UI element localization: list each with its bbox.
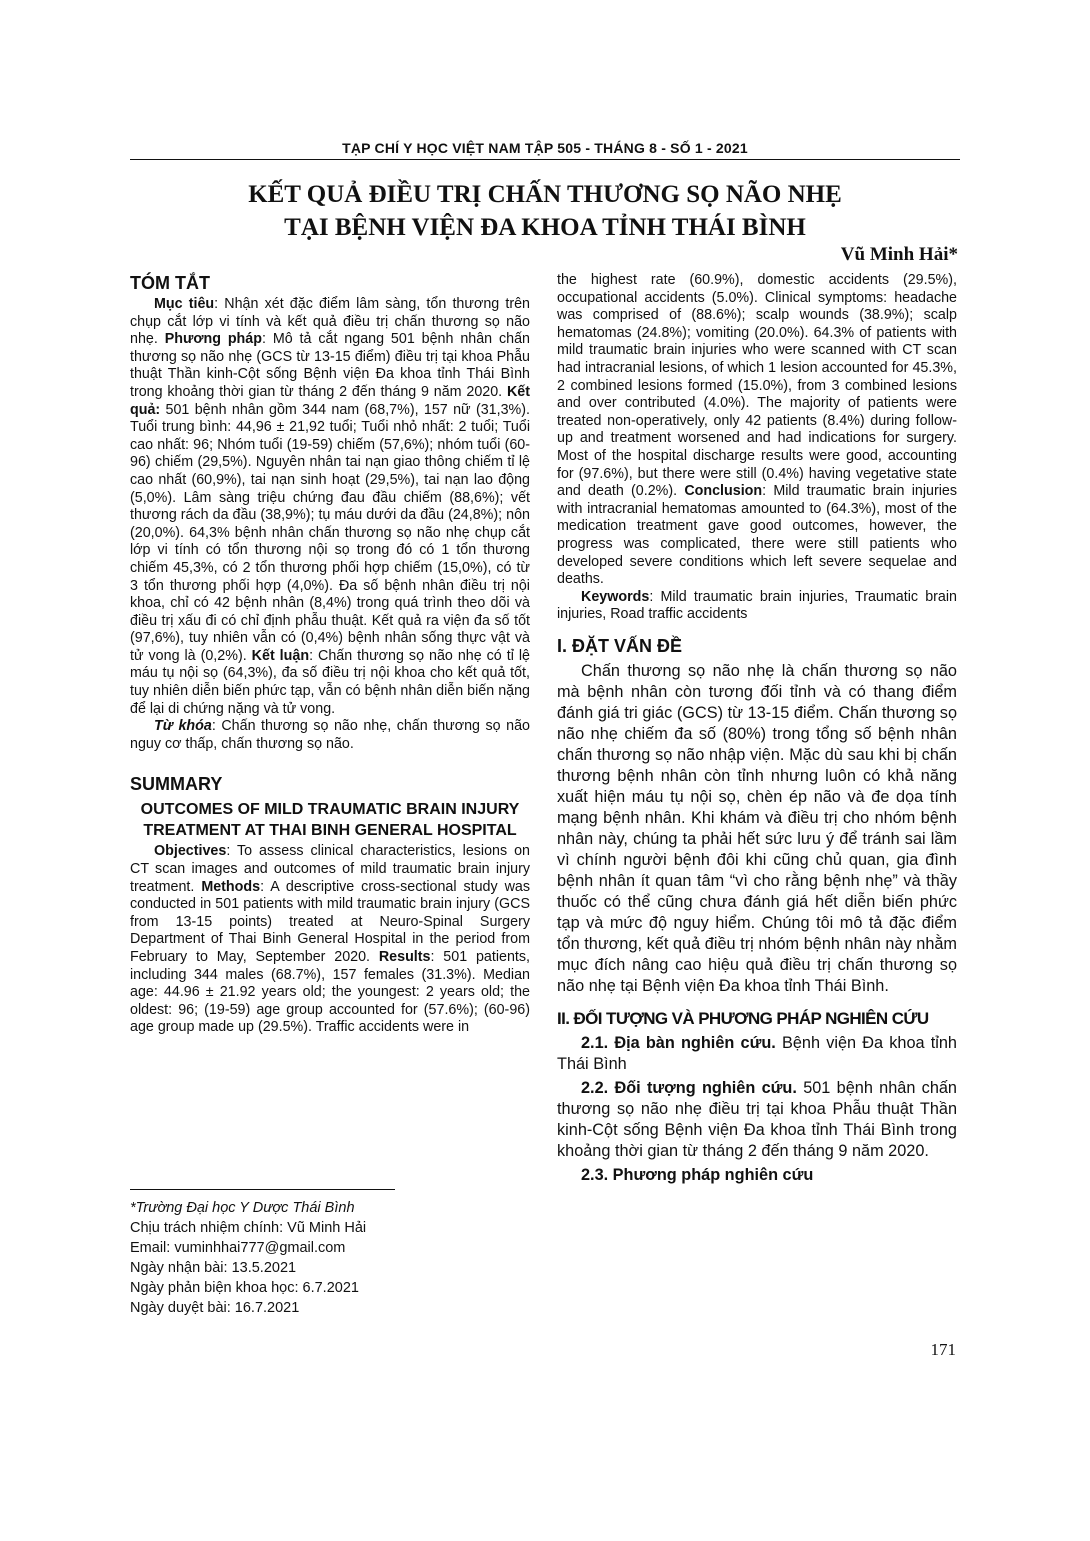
vn-abstract-body — [130, 296, 530, 718]
en-results-text-left: : 501 patients, including 344 males (68.7%), 157 females (31.3%). Median age: 44.96 ± 21.92 years old; the youngest: 2 years old; the oldest: 96; (19-59) age group accounted for (57.6%); (60-96) age group made up (29.5%). Traffic accidents were in — [130, 949, 530, 1036]
objectives-text: : To assess clinical characteristics, lesions on CT scan images and outcomes of mild traumatic brain injury treatment. — [130, 843, 530, 895]
section-2-heading: II. ĐỐI TƯỢNG VÀ PHƯƠNG PHÁP NGHIÊN CỨU — [557, 1008, 929, 1028]
subsection-2-3-label: 2.3. Phương pháp nghiên cứu — [581, 1165, 814, 1184]
results-label: Kết quả: — [130, 383, 530, 418]
keywords-label: Từ khóa — [154, 718, 212, 735]
keywords-text: : Chấn thương sọ não nhẹ, chấn thương sọ não nguy cơ thấp, chấn thương sọ não. — [130, 718, 531, 752]
footnote-received: Ngày nhận bài: 13.5.2021 — [130, 1260, 297, 1276]
page-number: 171 — [930, 1340, 956, 1359]
en-results-text-right: the highest rate (60.9%), domestic accidents (29.5%), occupational accidents (5.0%). Clinical symptoms: headache was comprised of (88.6%); scalp wounds (38.9%); scalp hematomas (24.8%); vomiting (20.0%). 64.3% of patients with mild traumatic brain injuries who were scanned with CT scan had intracranial lesions, of which 1 lesion accounted for 45.3%, 2 combined lesions formed (15.0%), from 3 combined lesions and over contributed (4.0%). The majority of patients were treated non-operatively, only 42 patients (8.4%) during follow-up and treatment worsened and had indications for surgery. Most of the hospital discharge results were good, accounting for (97.6%), but there were still (0.4%) having vegetative state and death (0.2%). — [557, 272, 957, 500]
footnotes — [130, 1198, 530, 1318]
methods-label: Phương pháp — [164, 331, 262, 348]
footnote-affiliation: *Trường Đại học Y Dược Thái Bình — [130, 1200, 355, 1216]
en-keywords-label: Keywords — [581, 588, 650, 605]
conclusion-text: : Chấn thương sọ não nhẹ có tỉ lệ máu tụ nội sọ (64,3%), đa số điều trị nội khoa cho kết quả tốt, tuy nhiên diễn biến phức tạp, vẫn có bệnh nhân diễn biến nặng để lại di chứng nặng và tử vong. — [130, 647, 530, 717]
section-1-paragraph: Chấn thương sọ não nhẹ là chấn thương sọ não mà bệnh nhân còn tương đối tỉnh và có thang điểm đánh giá tri giác (GCS) từ 13-15 điểm. Chấn thương sọ não nhẹ chiếm đa số (80%) trong tổng số bệnh nhân chấn thương sọ não nhập viện. Mặc dù sau khi bị chấn thương bệnh nhân còn tỉnh nhưng luôn có khả năng xuất hiện máu tụ nội sọ, chèn ép não và đe dọa tính mạng bệnh nhân. Khi khám và điều trị cho nhóm bệnh nhân này, chúng ta phải hết sức lưu ý để tránh sai lầm vì chính người bệnh đôi khi cũng chủ quan, gia đình bệnh nhân ít quan tâm “vì cho rằng bệnh nhẹ” và thầy thuốc có thể cũng chưa đánh giá hết diễn biến phức tạp và mức độ nguy hiểm. Chúng tôi mô tả đặc điểm tổn thương, kết quả điều trị nhóm bệnh nhân này nhằm mục đích nâng cao hiệu quả điều trị chấn thương sọ não nhẹ tại Bệnh viện Đa khoa tỉnh Thái Bình. — [557, 661, 957, 995]
title-line-2: TẠI BỆNH VIỆN ĐA KHOA TỈNH THÁI BÌNH — [284, 214, 806, 241]
conclusion-label: Kết luận — [251, 647, 310, 664]
subsection-2-1 — [557, 1033, 957, 1075]
en-abstract-right — [557, 272, 957, 589]
en-methods-text: : A descriptive cross-sectional study was conducted in 501 patients with mild traumatic brain injury (GCS from 13-15 points) treated at Neuro-Spinal Surgery Department of Thai Binh General Hospital in the period from February to May, September 2020. — [130, 878, 530, 965]
subsection-2-2 — [557, 1078, 957, 1162]
objective-text: : Nhận xét đặc điểm lâm sàng, tổn thương trên chụp cắt lớp vi tính và kết quả điều trị chấn thương sọ não nhẹ. — [130, 296, 530, 348]
en-keywords — [557, 589, 957, 624]
subsection-2-1-label: 2.1. Địa bàn nghiên cứu. — [581, 1033, 776, 1052]
en-results-label: Results — [378, 949, 431, 965]
objectives-label: Objectives — [154, 843, 227, 860]
section-1-heading: I. ĐẶT VẤN ĐỀ — [557, 635, 683, 656]
header-rule — [130, 159, 960, 160]
footnote-responsible: Chịu trách nhiệm chính: Vũ Minh Hải — [130, 1220, 367, 1236]
subsection-2-2-text: 501 bệnh nhân chấn thương sọ não nhẹ điều trị tại khoa Phẫu thuật Thần kinh-Cột sống Bệnh viện Đa khoa tỉnh Thái Bình trong khoảng thời gian từ tháng 2 đến tháng 9 năm 2020. — [557, 1078, 957, 1160]
en-keywords-text: : Mild traumatic brain injuries, Traumatic brain injuries, Road traffic accidents — [557, 588, 957, 623]
vn-abstract-heading: TÓM TẮT — [130, 273, 210, 293]
title-line-1: KẾT QUẢ ĐIỀU TRỊ CHẤN THƯƠNG SỌ NÃO NHẸ — [248, 181, 842, 208]
en-abstract-left — [130, 843, 530, 1037]
right-column — [557, 272, 957, 1186]
article-title — [130, 178, 960, 244]
running-header: TẠP CHÍ Y HỌC VIỆT NAM TẬP 505 - THÁNG 8 - SỐ 1 - 2021 — [342, 140, 748, 156]
subsection-2-1-text: Bệnh viện Đa khoa tỉnh Thái Bình — [557, 1033, 957, 1073]
vn-keywords — [130, 718, 530, 753]
en-methods-label: Methods — [201, 878, 261, 895]
en-conclusion-text: : Mild traumatic brain injuries with intracranial hematomas amounted to (64.3%), most of the medication treatment gave good outcomes, however, the progress was complicated, there were still patients who developed severe conditions which left severe sequelae and deaths. — [557, 483, 957, 588]
footnote-email: Email: vuminhhai777@gmail.com — [130, 1240, 346, 1256]
subsection-2-2-label: 2.2. Đối tượng nghiên cứu. — [581, 1078, 797, 1097]
author: Vũ Minh Hải* — [840, 244, 958, 265]
english-title: OUTCOMES OF MILD TRAUMATIC BRAIN INJURY TREATMENT AT THAI BINH GENERAL HOSPITAL — [140, 801, 520, 840]
subsection-2-3 — [557, 1165, 957, 1186]
results-text: 501 bệnh nhân gồm 344 nam (68,7%), 157 nữ (31,3%). Tuổi trung bình: 44,96 ± 21,92 tuổi; Tuổi nhỏ nhất: 2 tuổi; Tuổi cao nhất: 96; Nhóm tuổi (19-59) chiếm (57,6%); nhóm tuổi (60-96) chiếm (29,5%). Nguyên nhân tai nạn giao thông chiếm tỉ lệ cao nhất (60,9%), tai nạn sinh hoạt (29,5%), tai nạn lao động (5,0%). Lâm sàng triệu chứng đau đầu chiếm (88,6%); vết thương rách da đầu (38,9%); tụ máu dưới da đầu (24,8%); nôn (20,0%). 64,3% bệnh nhân chấn thương sọ não nhẹ chụp cắt lớp vi tính có tổn thương nội sọ trong đó có 1 tổn thương chiếm 45,3%, có 2 tổn thương phối hợp chiếm (15,0%), có từ 3 tổn thương phối hợp (4,0%). Đa số bệnh nhân điều trị nội khoa, chỉ có 42 bệnh nhân (8,4%) trong quá trình theo dõi và điều trị xấu đi có chỉ định phẫu thuật. Kết quả ra viện đa số tốt (97,6%), tuy nhiên vẫn có (0,4%) bệnh nhân sống thực vật và tử vong là (0,2%). — [130, 401, 530, 664]
en-conclusion-label: Conclusion — [684, 483, 763, 500]
footnote-rule — [130, 1189, 395, 1190]
methods-text: : Mô tả cắt ngang 501 bệnh nhân chấn thương sọ não nhẹ (GCS từ 13-15 điểm) điều trị tại khoa Phẫu thuật Thần kinh-Cột sống Bệnh viện Đa khoa tỉnh Thái Bình trong khoảng thời gian từ tháng 2 đến tháng 9 năm 2020. — [130, 331, 530, 400]
footnote-accepted: Ngày duyệt bài: 16.7.2021 — [130, 1300, 300, 1316]
summary-heading: SUMMARY — [130, 774, 223, 795]
objective-label: Mục tiêu — [154, 296, 215, 312]
left-column — [130, 272, 530, 1037]
footnote-reviewed: Ngày phản biện khoa học: 6.7.2021 — [130, 1280, 359, 1296]
